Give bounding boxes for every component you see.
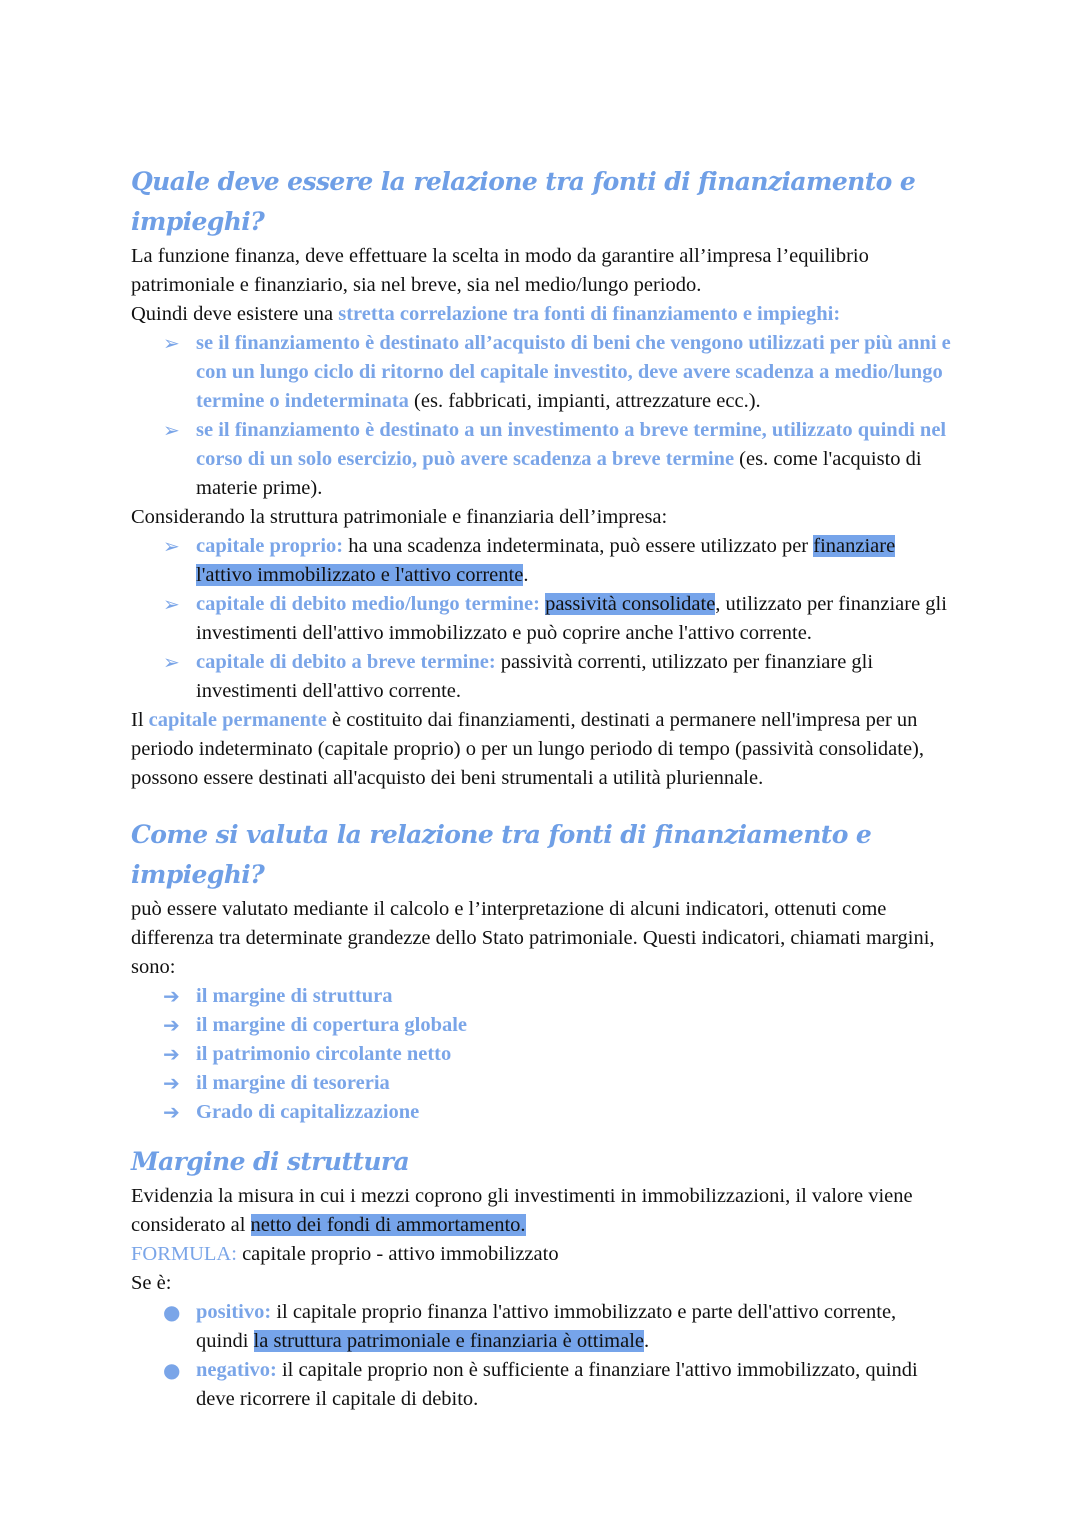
list-item bbox=[131, 1298, 951, 1356]
list-item bbox=[131, 1011, 951, 1040]
paragraph-indicatori: può essere valutato mediante il calcolo e l’interpretazione di alcuni indicatori, ottenuti come differenza tra determinate grandezze dello Stato patrimoniale. Questi indicatori, chiamati margini, sono: bbox=[131, 898, 935, 978]
list-item bbox=[131, 329, 951, 416]
list-item bbox=[131, 1069, 951, 1098]
formula-text: capitale proprio - attivo immobilizzato bbox=[236, 1243, 559, 1265]
heading-relazione-fonti-impieghi: Quale deve essere la relazione tra fonti di finanziamento e impieghi? bbox=[131, 167, 916, 236]
list-item-label: Grado di capitalizzazione bbox=[196, 1101, 420, 1123]
paragraph-funzione-finanza: La funzione finanza, deve effettuare la scelta in modo da garantire all’impresa l’equilibrio patrimoniale e finanziario, sia nel breve, sia nel medio/lungo periodo. bbox=[131, 245, 869, 296]
list-item bbox=[131, 1356, 951, 1414]
arrowhead-bullet-icon: ➢ bbox=[163, 650, 180, 674]
bold-term: stretta correlazione tra fonti di finanziamento e impieghi: bbox=[338, 303, 841, 325]
text: Evidenzia la misura in cui i mezzi coprono gli investimenti in immobilizzazioni, il valore viene considerato al bbox=[131, 1185, 913, 1236]
list-item-label: il margine di tesoreria bbox=[196, 1072, 390, 1094]
bold-term: negativo: bbox=[196, 1359, 277, 1381]
dot-bullet-icon: ● bbox=[163, 1300, 181, 1324]
arrowhead-bullet-icon: ➢ bbox=[163, 331, 180, 355]
bold-term: se il finanziamento è destinato all’acquisto di beni che vengono utilizzati per più anni e con un lungo ciclo di ritorno del capitale investito, deve avere scadenza a medio/lungo termine o indeterminata bbox=[196, 332, 951, 412]
arrowhead-bullet-icon: ➢ bbox=[163, 534, 180, 558]
highlighted-text: passività consolidate bbox=[545, 593, 716, 615]
arrow-right-icon: ➔ bbox=[163, 984, 180, 1008]
text: Quindi deve esistere una bbox=[131, 303, 339, 325]
arrowhead-bullet-icon: ➢ bbox=[163, 418, 180, 442]
arrow-right-icon: ➔ bbox=[163, 1042, 180, 1066]
text: Il bbox=[131, 709, 149, 731]
text: il capitale proprio finanza l'attivo immobilizzato e parte dell'attivo corrente, quindi bbox=[196, 1301, 897, 1352]
bold-term: se il finanziamento è destinato a un investimento a breve termine, utilizzato quindi nel corso di un solo esercizio, può avere scadenza a breve termine bbox=[196, 419, 947, 470]
formula-line bbox=[131, 1240, 951, 1269]
heading-margine-struttura: Margine di struttura bbox=[131, 1147, 410, 1176]
text: (es. come l'acquisto di materie prime). bbox=[196, 448, 922, 499]
spacer bbox=[131, 793, 951, 815]
highlighted-text: netto dei fondi di ammortamento. bbox=[250, 1214, 526, 1236]
text: è costituito dai finanziamenti, destinati a permanere nell'impresa per un periodo indeterminato (capitale proprio) o per un lungo periodo di tempo (passività consolidate), possono essere destinati all'acquisto dei beni strumentali a utilità pluriennale. bbox=[131, 709, 925, 789]
list-item bbox=[131, 1040, 951, 1069]
paragraph-capitale-permanente bbox=[131, 706, 951, 793]
text: il capitale proprio non è sufficiente a finanziare l'attivo immobilizzato, quindi deve ricorrere il capitale di debito. bbox=[196, 1359, 918, 1410]
arrow-right-icon: ➔ bbox=[163, 1071, 180, 1095]
formula-label: FORMULA: bbox=[131, 1243, 237, 1265]
list-item bbox=[131, 532, 951, 590]
highlighted-text: finanziare l'attivo immobilizzato e l'attivo corrente bbox=[196, 535, 896, 586]
list-item-label: il margine di copertura globale bbox=[196, 1014, 468, 1036]
arrowhead-bullet-icon: ➢ bbox=[163, 592, 180, 616]
capital-list bbox=[131, 532, 951, 706]
bold-term: capitale di debito a breve termine: bbox=[196, 651, 496, 673]
text: ha una scadenza indeterminata, può essere utilizzato per bbox=[343, 535, 814, 557]
correlation-list bbox=[131, 329, 951, 503]
list-item bbox=[131, 590, 951, 648]
text: (es. fabbricati, impianti, attrezzature ecc.). bbox=[408, 390, 761, 412]
spacer bbox=[131, 1127, 951, 1142]
bold-term: capitale proprio: bbox=[196, 535, 344, 557]
list-item-label: il margine di struttura bbox=[196, 985, 393, 1007]
text: , utilizzato per finanziare gli investimenti dell'attivo immobilizzato e può coprire anche l'attivo corrente. bbox=[196, 593, 947, 644]
list-item bbox=[131, 648, 951, 706]
bold-term: capitale permanente bbox=[148, 709, 327, 731]
list-item-label: il patrimonio circolante netto bbox=[196, 1043, 452, 1065]
dot-bullet-icon: ● bbox=[163, 1358, 181, 1382]
document-content bbox=[131, 162, 951, 1414]
paragraph-evidenzia bbox=[131, 1182, 951, 1240]
arrow-right-icon: ➔ bbox=[163, 1100, 180, 1124]
paragraph-struttura: Considerando la struttura patrimoniale e finanziaria dell’impresa: bbox=[131, 506, 668, 528]
bold-term: capitale di debito medio/lungo termine: bbox=[196, 593, 540, 615]
arrow-right-icon: ➔ bbox=[163, 1013, 180, 1037]
text: . bbox=[523, 564, 529, 586]
margini-list bbox=[131, 982, 951, 1127]
list-item bbox=[131, 416, 951, 503]
sign-list bbox=[131, 1298, 951, 1414]
list-item bbox=[131, 982, 951, 1011]
paragraph-correlazione bbox=[131, 300, 951, 329]
highlighted-text: la struttura patrimoniale e finanziaria è ottimale bbox=[253, 1330, 645, 1352]
text: . bbox=[644, 1330, 650, 1352]
list-item bbox=[131, 1098, 951, 1127]
bold-term: positivo: bbox=[196, 1301, 272, 1323]
text: passività correnti, utilizzato per finanziare gli investimenti dell'attivo corrente. bbox=[196, 651, 874, 702]
paragraph-se: Se è: bbox=[131, 1272, 172, 1294]
heading-valutazione-relazione: Come si valuta la relazione tra fonti di finanziamento e impieghi? bbox=[131, 820, 872, 889]
